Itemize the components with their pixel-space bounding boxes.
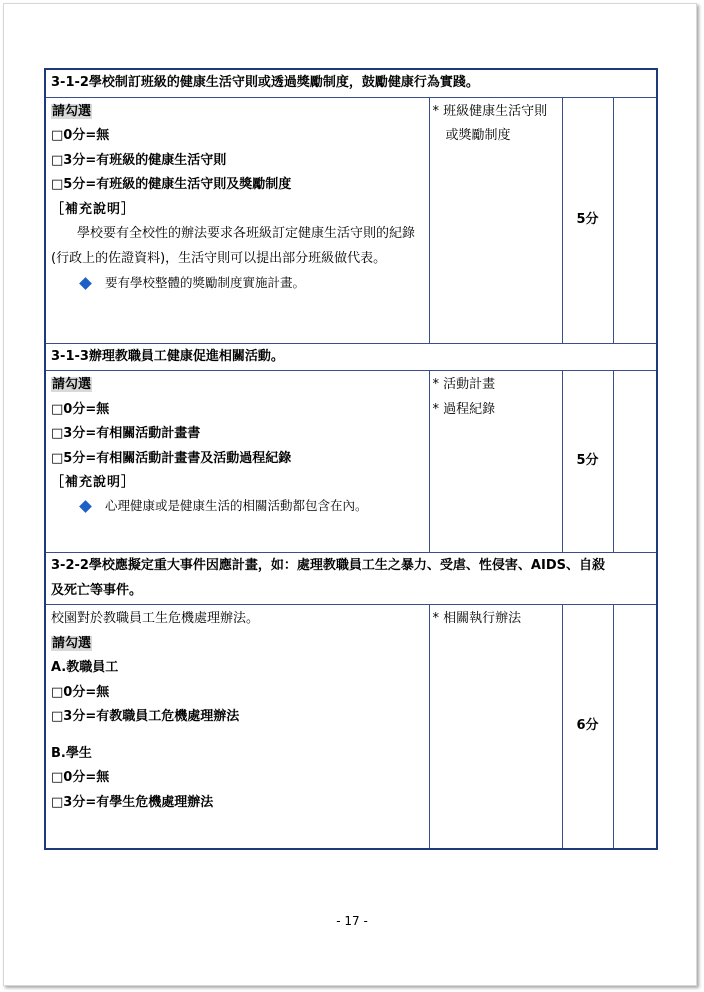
section-header-row (45, 553, 657, 605)
section-header-3-1-2: 3-1-2學校制訂班級的健康生活守則或透過獎勵制度，鼓勵健康行為實踐。 (45, 69, 657, 97)
doc-item: * 班級健康生活守則 (432, 103, 548, 119)
score-cell: 5分 (562, 371, 613, 553)
page-number: - 17 - (336, 914, 368, 928)
intro-text: 校園對於教職員工生危機處理辦法。 (51, 611, 260, 626)
bullet-text: 要有學校整體的獎勵制度實施計畫。 (105, 275, 306, 290)
doc-item: * 過程紀錄 (432, 401, 496, 417)
option-b-3[interactable]: □3分=有學生危機處理辦法 (51, 794, 214, 810)
option-a-0[interactable]: □0分=無 (51, 684, 110, 700)
doc-item: 或獎勵制度 (445, 128, 511, 143)
score-cell: 5分 (562, 97, 613, 343)
option-0[interactable]: □0分=無 (51, 128, 110, 143)
documents-cell (429, 97, 562, 343)
section-body-row (45, 97, 657, 343)
select-label: 請勾選 (52, 635, 92, 651)
header-line: 3-2-2學校應擬定重大事件因應計畫，如：處理教職員工生之暴力、受虐、性侵害、AIDS、自殺 (51, 558, 605, 573)
documents-cell (429, 371, 562, 553)
bullet-text: 心理健康或是健康生活的相關活動都包含在內。 (105, 497, 368, 513)
section-body-row (45, 371, 657, 553)
note-label: ［補充說明］ (51, 475, 136, 490)
bullet-item (51, 271, 423, 296)
section-header-row (45, 69, 657, 97)
blank-cell[interactable] (613, 605, 657, 849)
option-3[interactable]: □3分=有相關活動計畫書 (51, 426, 201, 441)
evaluation-table (44, 68, 658, 850)
criteria-cell (45, 605, 429, 849)
criteria-cell (45, 371, 429, 553)
group-a-label: A.教職員工 (51, 660, 119, 675)
section-header-3-1-3: 3-1-3辦理教職員工健康促進相關活動。 (45, 343, 657, 371)
header-line: 及死亡等事件。 (51, 582, 143, 598)
blank-cell[interactable] (613, 371, 657, 553)
doc-item: * 活動計畫 (432, 377, 496, 392)
criteria-cell (45, 97, 429, 343)
documents-cell (429, 605, 562, 849)
score-cell: 6分 (562, 605, 613, 849)
option-3[interactable]: □3分=有班級的健康生活守則 (51, 152, 227, 168)
select-label: 請勾選 (52, 103, 92, 119)
doc-item: * 相關執行辦法 (432, 611, 522, 626)
blank-cell[interactable] (613, 97, 657, 343)
option-a-3[interactable]: □3分=有教職員工危機處理辦法 (51, 709, 240, 724)
section-header-row (45, 343, 657, 371)
select-label: 請勾選 (52, 377, 92, 392)
section-header-3-2-2 (45, 553, 657, 605)
option-0[interactable]: □0分=無 (51, 401, 110, 417)
bullet-item (51, 496, 423, 516)
option-b-0[interactable]: □0分=無 (51, 770, 110, 785)
option-5[interactable]: □5分=有相關活動計畫書及活動過程紀錄 (51, 450, 292, 466)
section-body-row (45, 605, 657, 849)
group-b-label: B.學生 (51, 745, 92, 761)
option-5[interactable]: □5分=有班級的健康生活守則及獎勵制度 (51, 177, 292, 192)
note-label: ［補充說明］ (51, 201, 136, 217)
note-text: 學校要有全校性的辦法要求各班級訂定健康生活守則的紀錄(行政上的佐證資料)，生活守則可以提出部分班級做代表。 (51, 226, 416, 266)
